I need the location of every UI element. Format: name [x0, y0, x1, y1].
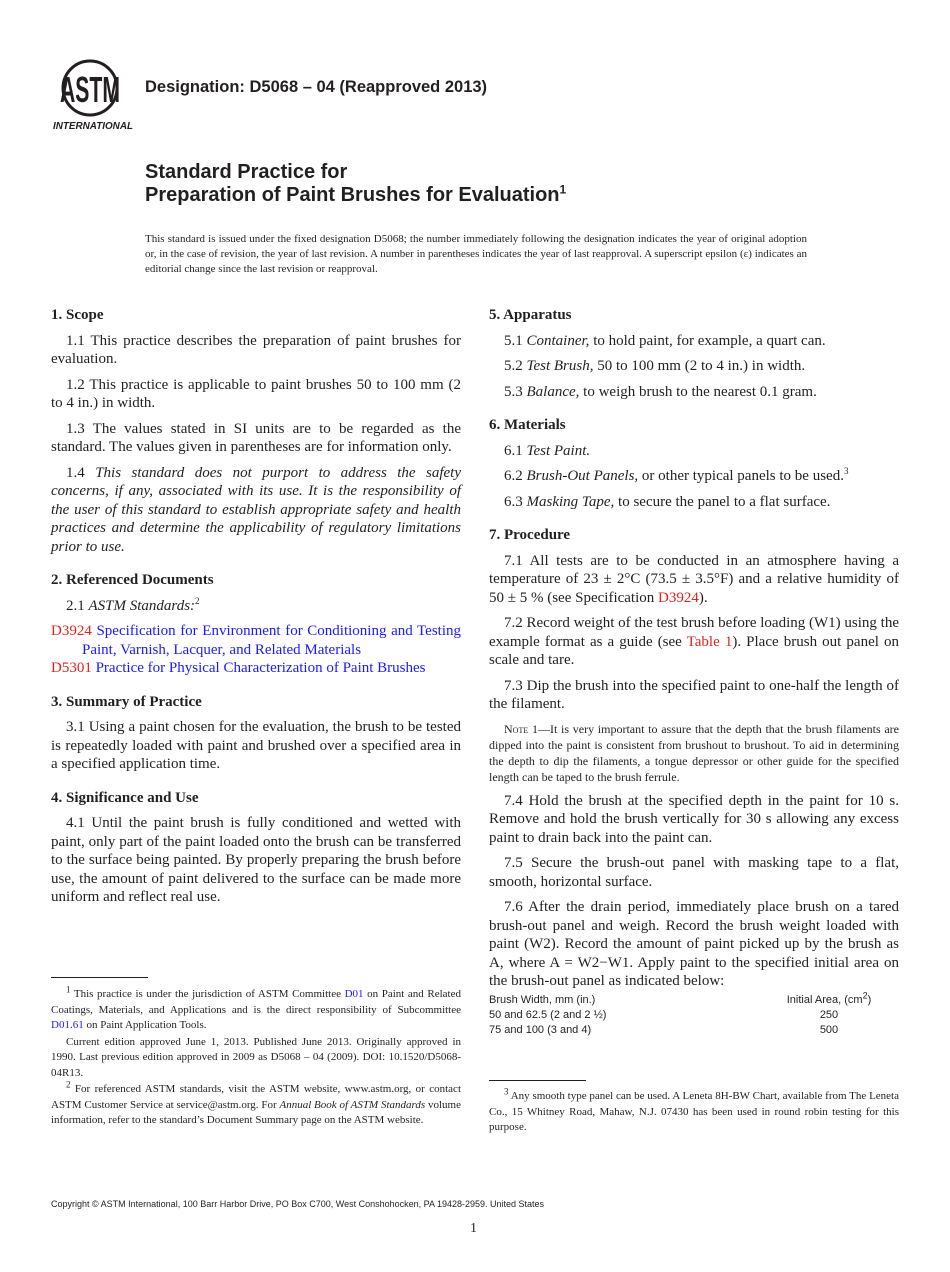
para-num: 5.3 [504, 383, 527, 400]
term: Test Brush, [526, 358, 594, 374]
text: ). Place brush out panel on scale and tare. [489, 633, 899, 668]
section-summary [51, 693, 461, 774]
paragraph: 7.3 Dip the brush into the specified paint to one-half the length of the filament. [489, 677, 899, 712]
text: Initial Area, (cm [786, 993, 863, 1006]
cell: 250 [819, 1008, 839, 1021]
term: Balance, [526, 383, 580, 400]
cell: 50 and 62.5 (2 and 2 ½) [489, 1008, 607, 1021]
text: For referenced ASTM standards, visit the ASTM website, www.astm.org, or contact ASTM Customer Service at service@astm.org. For [51, 1083, 461, 1111]
paragraph: 1.1 This practice describes the preparation of paint brushes for evaluation. [51, 332, 461, 367]
reference-item [51, 622, 461, 659]
para-num: 5.1 [504, 332, 527, 349]
safety-statement: This standard does not purport to address the safety concerns, if any, associated with its use. It is the responsibility of the user of this standard to establish appropriate safety and health practices and determine the applicability of regulatory limitations prior to use. [51, 464, 462, 555]
intro-paragraph: This standard is issued under the fixed designation D5068; the number immediately following the designation indicates the year of original adoption or, in the case of revision, the year of last revision. A number in parentheses indicates the year of last reapproval. A superscript epsilon (ε) indicates an editorial change since the last revision or reapproval. [145, 233, 807, 275]
footnote [489, 1086, 899, 1136]
reference-code-link[interactable]: D3924 [51, 623, 92, 639]
note-label: Note 1 [504, 721, 538, 736]
text: Any smooth type panel can be used. A Leneta 8H-BW Chart, available from The Leneta Co., 15 Whitney Road, Mahaw, N.J. 07430 has been used in round robin testing for this purpose. [489, 1090, 899, 1133]
page-number: 1 [470, 1221, 477, 1236]
paragraph [489, 614, 899, 670]
text: This practice is under the jurisdiction of ASTM Committee [70, 988, 345, 1000]
svg-text:ASTM: ASTM [60, 69, 120, 110]
section-referenced-documents [51, 571, 461, 678]
paragraph: 7.5 Secure the brush-out panel with masking tape to a flat, smooth, horizontal surface. [489, 855, 899, 890]
term: Brush-Out Panels, [526, 468, 639, 484]
section-heading: 4. Significance and Use [51, 789, 199, 806]
footnote-divider [51, 977, 148, 978]
section-heading: 1. Scope [51, 307, 104, 323]
note [489, 721, 899, 785]
section-heading: 5. Apparatus [489, 307, 572, 323]
column-header: Brush Width, mm (in.) [489, 993, 596, 1006]
text: ). [698, 589, 708, 606]
title-text: Preparation of Paint Brushes for Evaluation [145, 184, 560, 206]
term: Container, [526, 332, 590, 349]
text: volume information, refer to the standard’s Document Summary page on the ASTM website. [51, 1098, 461, 1126]
section-heading: 3. Summary of Practice [51, 693, 202, 710]
paragraph [489, 383, 899, 402]
paragraph: 3.1 Using a paint chosen for the evaluation, the brush to be tested is repeatedly loaded with paint and brushed over a specified area in a specified application time. [51, 719, 461, 772]
d3924-link[interactable]: D3924 [658, 589, 699, 606]
footnotes-left [51, 984, 461, 1130]
footnote-num: 3 [504, 1086, 509, 1097]
text: on Paint Application Tools. [83, 1019, 207, 1031]
footnote-ref[interactable]: 3 [843, 466, 849, 476]
footnotes-right [489, 1086, 899, 1137]
paragraph: 1.2 This practice is applicable to paint brushes 50 to 100 mm (2 to 4 in.) in width. [51, 376, 461, 411]
paragraph [51, 464, 461, 557]
paragraph [489, 442, 899, 461]
section-heading: 2. Referenced Documents [51, 572, 214, 588]
section-procedure [489, 526, 899, 1038]
text: or other typical panels to be used. [638, 468, 844, 484]
paragraph: 7.4 Hold the brush at the specified depth in the paint for 10 s. Remove and hold the brush vertically for 30 s allowing any excess paint to drain back into the paint can. [489, 792, 899, 846]
reference-code-link[interactable]: D5301 [51, 660, 92, 676]
footnote [51, 1079, 461, 1129]
paragraph [489, 357, 899, 376]
term: Test Paint. [526, 442, 591, 459]
paragraph: 1.3 The values stated in SI units are to be regarded as the standard. The values given in parentheses are for information only. [51, 420, 461, 455]
section-scope [51, 306, 461, 556]
section-materials [489, 416, 899, 511]
text: 7.1 All tests are to be conducted in an atmosphere having a temperature of 23 ± 2°C (73.5 ± 3.5°F) and a relative humidity of 50 ± 5 % (see Specification [489, 552, 899, 606]
table-row [489, 1008, 899, 1023]
para-num: 6.1 [504, 442, 527, 459]
svg-text:INTERNATIONAL: INTERNATIONAL [53, 121, 133, 132]
section-significance [51, 789, 461, 907]
footnote-num: 2 [66, 1079, 71, 1090]
footnote-ref[interactable]: 2 [195, 595, 200, 606]
reference-title-link[interactable]: Practice for Physical Characterization of Paint Brushes [95, 660, 426, 676]
para-num: 6.2 [504, 468, 527, 484]
left-column [51, 306, 461, 922]
section-apparatus [489, 306, 899, 401]
text: to weigh brush to the nearest 0.1 gram. [579, 383, 817, 400]
subcommittee-link[interactable]: D01.61 [51, 1019, 84, 1031]
text: to secure the panel to a flat surface. [614, 493, 831, 510]
text: 2 [862, 989, 868, 1000]
paragraph [489, 332, 899, 351]
footnote-divider [489, 1080, 586, 1081]
table-header [489, 993, 899, 1008]
paragraph [489, 493, 899, 512]
document-title [145, 161, 566, 207]
paragraph [51, 597, 461, 616]
footnote-ref[interactable]: 1 [559, 182, 567, 197]
paragraph: 4.1 Until the paint brush is fully conditioned and wetted with paint, only part of the paint loaded onto the brush can be transferred to the surface being painted. By properly preparing the brush before use, the amount of paint delivered to the surface can be made more uniform and reflect real use. [51, 815, 461, 905]
astm-logo [52, 58, 134, 132]
note-text: —It is very important to assure that the depth that the brush filaments are dipped into the paint is consistent from brushout to brushout. To aid in determining the depth to dip the filaments, a tongue depressor or other guide for the specified length can be taped to the brush ferrule. [489, 721, 900, 784]
para-num: 6.3 [504, 493, 527, 510]
designation: Designation: D5068 – 04 (Reapproved 2013) [145, 78, 488, 96]
section-heading: 6. Materials [489, 417, 566, 433]
para-num: 2.1 [66, 597, 89, 614]
table-1-link[interactable]: Table 1 [686, 633, 733, 650]
table-row [489, 1023, 899, 1038]
paragraph [489, 552, 899, 608]
title-line-2 [145, 184, 566, 207]
column-header [759, 989, 899, 1008]
text: Annual Book of ASTM Standards [279, 1098, 426, 1111]
para-num: 1.4 [66, 464, 96, 481]
section-heading: 7. Procedure [489, 527, 571, 543]
reference-title-link[interactable]: Specification for Environment for Conditioning and Testing Paint, Varnish, Lacquer, and Related Materials [82, 623, 461, 658]
right-column [489, 306, 899, 1053]
term: Masking Tape, [526, 493, 615, 510]
cell: 500 [819, 1023, 839, 1036]
reference-item [51, 659, 461, 678]
footnote [51, 984, 461, 1034]
title-line-1: Standard Practice for [145, 161, 348, 183]
committee-link[interactable]: D01 [344, 988, 364, 1000]
paragraph: 7.6 After the drain period, immediately place brush on a tared brush-out panel and weigh. Record the brush weight loaded with paint (W2). Record the amount of paint picked up by the brush as A, where A = W2−W1. Apply paint to the specified initial area on the brush-out panel as indicated below: [489, 899, 899, 989]
cell: 75 and 100 (3 and 4) [489, 1023, 592, 1036]
copyright: Copyright © ASTM International, 100 Barr Harbor Drive, PO Box C700, West Conshohocken, PA 19428-2959. United States [51, 1199, 545, 1209]
footnote: Current edition approved June 1, 2013. Published June 2013. Originally approved in 1990. Last previous edition approved in 2009 as D5068 – 04 (2009). DOI: 10.1520/D5068-04R13. [51, 1035, 461, 1079]
text: ) [867, 993, 872, 1006]
text: 50 to 100 mm (2 to 4 in.) in width. [593, 358, 806, 374]
text: 7.2 Record weight of the test brush before loading (W1) using the example format as a guide (see [489, 615, 899, 650]
initial-area-table [489, 989, 899, 1038]
text: to hold paint, for example, a quart can. [589, 332, 826, 349]
label: ASTM Standards: [88, 597, 196, 614]
paragraph [489, 467, 899, 486]
footnote-num: 1 [66, 984, 71, 995]
para-num: 5.2 [504, 358, 527, 374]
text: on Paint and Related Coatings, Materials, and Applications and is the direct responsibility of Subcommittee [51, 988, 461, 1016]
